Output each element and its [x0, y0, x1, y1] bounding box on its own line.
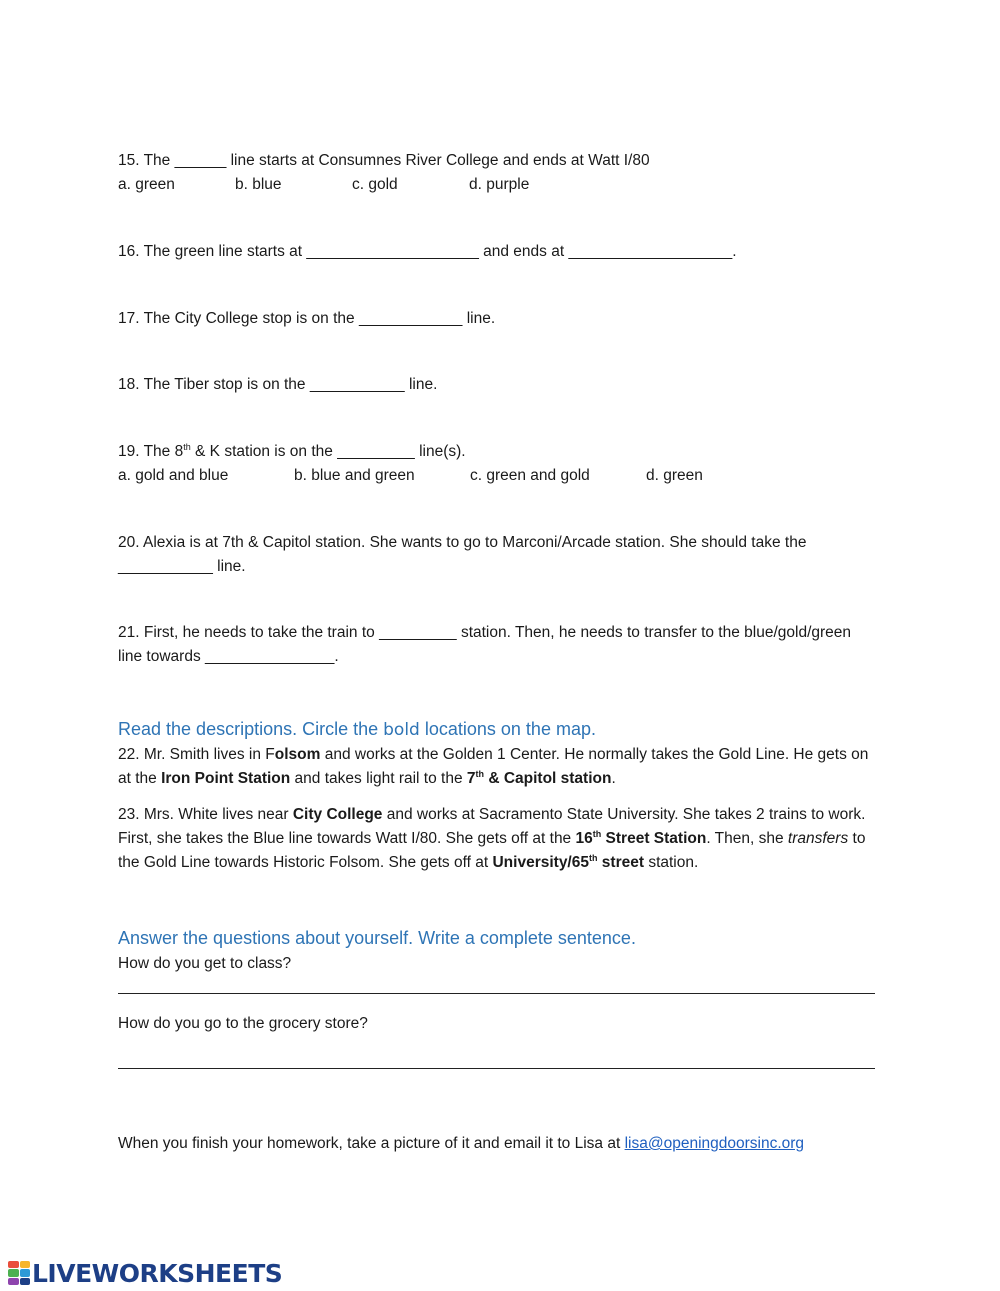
footer-instructions: When you finish your homework, take a picture of it and email it to Lisa at lisa@openingdoorsinc.org [118, 1135, 805, 1152]
answer-line-1[interactable] [118, 993, 875, 994]
question-19 [118, 440, 878, 488]
option-c[interactable]: c. green and gold [470, 467, 590, 484]
question-18: 18. The Tiber stop is on the ___________ line. [118, 376, 438, 393]
question-15 [118, 149, 878, 197]
question-15-options [118, 173, 878, 197]
question-get-to-class: How do you get to class? [118, 955, 292, 972]
question-20: 20. Alexia is at 7th & Capitol station. She wants to go to Marconi/Arcade station. She should take the ___________ line. [118, 534, 807, 575]
question-19-options [118, 464, 878, 488]
option-a[interactable]: a. green [118, 176, 175, 193]
option-b[interactable]: b. blue and green [294, 467, 415, 484]
section-heading-about-yourself: Answer the questions about yourself. Write a complete sentence. [118, 928, 636, 948]
question-15-text: 15. The ______ line starts at Consumnes River College and ends at Watt I/80 [118, 152, 650, 169]
email-link[interactable]: lisa@openingdoorsinc.org [624, 1135, 805, 1152]
question-grocery-store: How do you go to the grocery store? [118, 1015, 368, 1032]
option-c[interactable]: c. gold [352, 176, 398, 193]
section-heading-descriptions: Read the descriptions. Circle the bold locations on the map. [118, 719, 596, 740]
option-b[interactable]: b. blue [235, 176, 282, 193]
question-17: 17. The City College stop is on the ____________ line. [118, 310, 496, 327]
answer-line-2[interactable] [118, 1068, 875, 1069]
liveworksheets-logo[interactable] [8, 1259, 282, 1287]
question-23: 23. Mrs. White lives near City College and works at Sacramento State University. She takes 2 trains to work. First, she takes the Blue line towards Watt I/80. She gets off at the 16th Street Station. Then, she transfers to the Gold Line towards Historic Folsom. She gets off at University/65th street station. [118, 806, 866, 871]
liveworksheets-icon [8, 1261, 30, 1285]
question-16: 16. The green line starts at ____________________ and ends at ___________________. [118, 243, 737, 260]
option-a[interactable]: a. gold and blue [118, 467, 229, 484]
option-d[interactable]: d. purple [469, 176, 530, 193]
question-21: 21. First, he needs to take the train to _________ station. Then, he needs to transfer to the blue/gold/green line towards _______________. [118, 624, 852, 665]
option-d[interactable]: d. green [646, 467, 703, 484]
logo-text: LIVEWORKSHEETS [32, 1258, 283, 1288]
question-19-text: 19. The 8th & K station is on the _________ line(s). [118, 442, 466, 460]
question-22: 22. Mr. Smith lives in Folsom and works at the Golden 1 Center. He normally takes the Gold Line. He gets on at the Iron Point Station and takes light rail to the 7th & Capitol station. [118, 746, 869, 787]
